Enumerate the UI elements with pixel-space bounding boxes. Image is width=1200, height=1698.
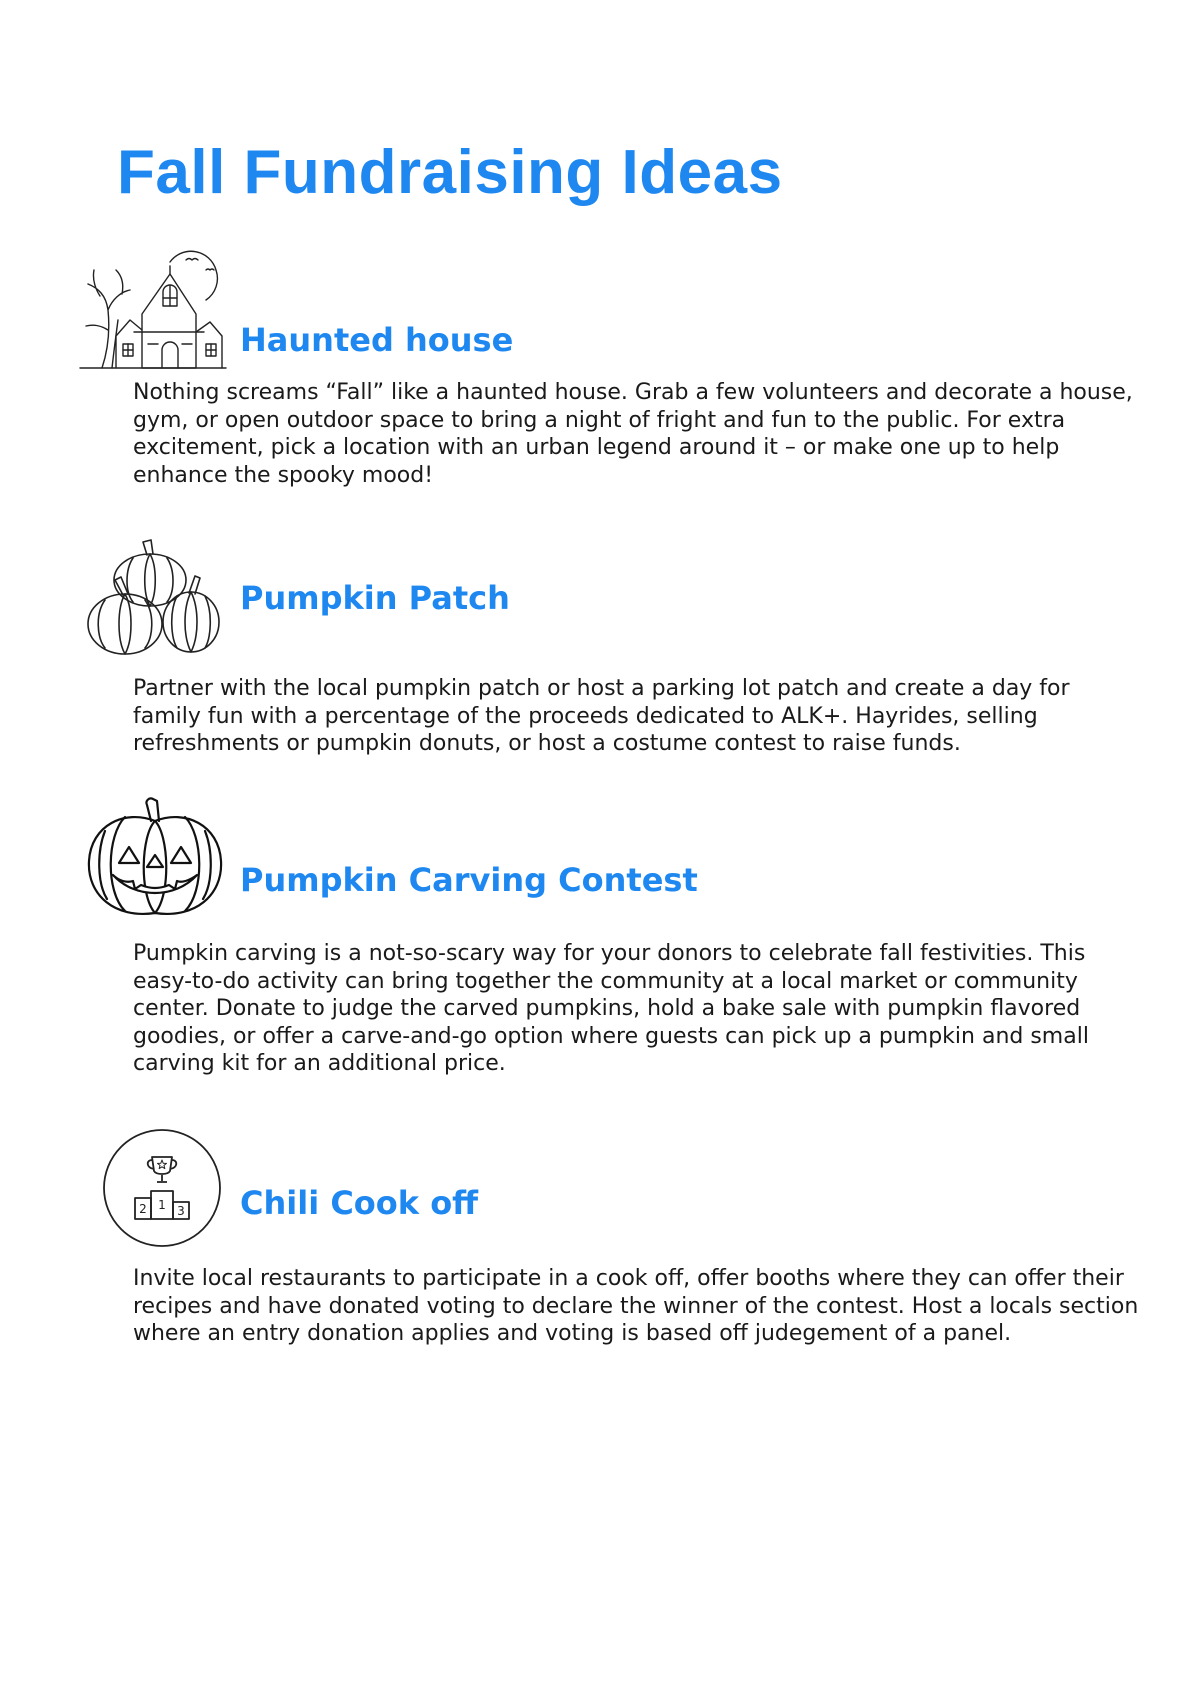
page-title: Fall Fundraising Ideas xyxy=(117,138,783,207)
trophy-podium-icon xyxy=(101,1127,223,1249)
section-heading-chili-cook-off: Chili Cook off xyxy=(240,1184,479,1222)
haunted-house-icon xyxy=(78,240,228,370)
section-heading-haunted-house: Haunted house xyxy=(240,321,514,359)
svg-text:3: 3 xyxy=(177,1204,185,1218)
section-heading-pumpkin-patch: Pumpkin Patch xyxy=(240,579,510,617)
section-body-haunted-house: Nothing screams “Fall” like a haunted house. Grab a few volunteers and decorate a house, gym, or open outdoor space to bring a night of fright and fun to the public. For extra excitement, pick a location with an urban legend around it – or make one up to help enhance the spooky mood! xyxy=(133,380,1133,488)
section-body-pumpkin-patch: Partner with the local pumpkin patch or host a parking lot patch and create a day for family fun with a percentage of the proceeds dedicated to ALK+. Hayrides, selling refreshments or pumpkin donuts, or host a costume contest to raise funds. xyxy=(133,676,1070,756)
section-body-pumpkin-carving-contest: Pumpkin carving is a not-so-scary way for your donors to celebrate fall festivities. This easy-to-do activity can bring together the community at a local market or community center. Donate to judge the carved pumpkins, hold a bake sale with pumpkin flavored goodies, or offer a carve-and-go option where guests can pick up a pumpkin and small carving kit for an additional price. xyxy=(133,941,1089,1076)
section-heading-pumpkin-carving-contest: Pumpkin Carving Contest xyxy=(240,861,698,899)
section-body-chili-cook-off: Invite local restaurants to participate in a cook off, offer booths where they can offer their recipes and have donated voting to declare the winner of the contest. Host a locals section where an entry donation applies and voting is based off judegement of a panel. xyxy=(133,1266,1139,1346)
jack-o-lantern-icon xyxy=(85,795,225,920)
pumpkins-icon xyxy=(85,538,225,658)
svg-text:2: 2 xyxy=(139,1202,147,1216)
svg-text:1: 1 xyxy=(158,1198,166,1212)
